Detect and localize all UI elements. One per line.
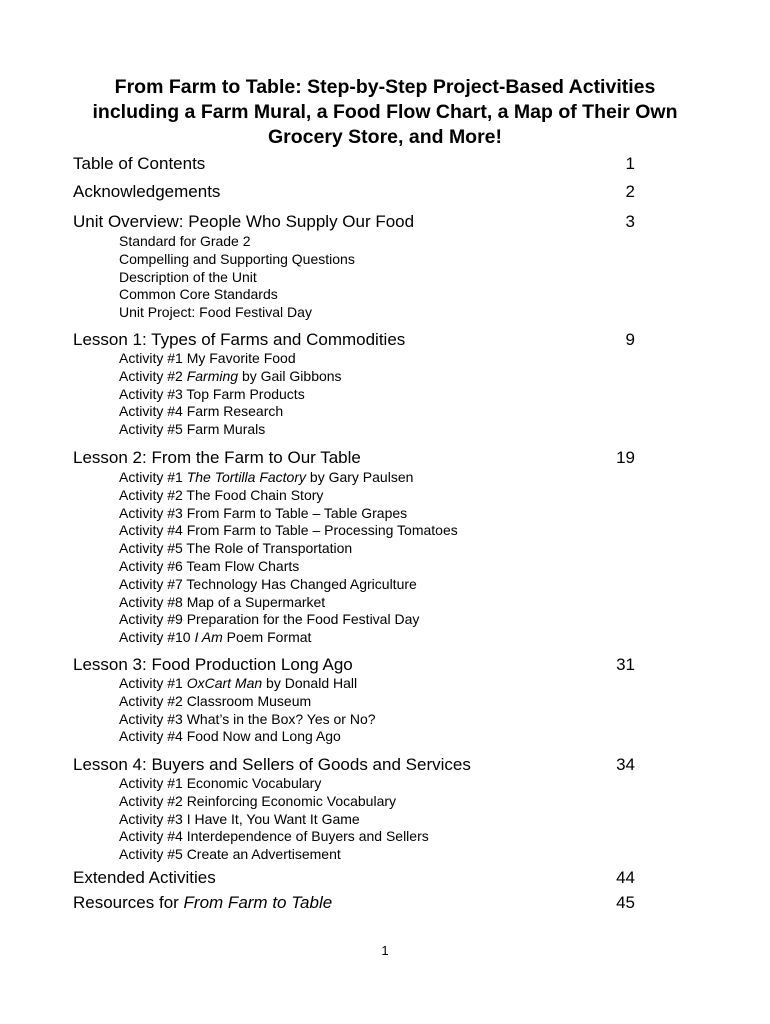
list-item: Activity #4 Interdependence of Buyers and Sellers [119, 828, 429, 845]
list-item: Activity #5 Create an Advertisement [119, 846, 341, 863]
list-item: Activity #3 What’s in the Box? Yes or No? [119, 710, 376, 727]
list-item: Activity #3 Top Farm Products [119, 385, 305, 402]
title-line: including a Farm Mural, a Food Flow Chart, a Map of Their Own [92, 101, 678, 123]
list-item: Activity #2 Reinforcing Economic Vocabulary [119, 792, 397, 809]
list-item: Activity #2 Farming by Gail Gibbons [119, 367, 342, 384]
page-number: 1 [381, 943, 389, 958]
toc-page-number: 1 [625, 154, 635, 173]
toc-page-number: 3 [625, 212, 635, 231]
list-item: Activity #4 From Farm to Table – Processing Tomatoes [119, 522, 458, 539]
list-item: Activity #1 OxCart Man by Donald Hall [119, 675, 358, 691]
toc-page-number: 9 [625, 330, 635, 349]
list-item: Activity #3 From Farm to Table – Table Grapes [119, 504, 408, 521]
toc-entry-label: Lesson 2: From the Farm to Our Table [73, 448, 361, 467]
list-item: Activity #10 I Am Poem Format [119, 629, 312, 646]
toc-entry-resources [73, 893, 643, 913]
list-item: Compelling and Supporting Questions [119, 250, 355, 267]
toc-entry-lesson-2 [73, 448, 643, 468]
toc-sublist-lesson-2 [119, 469, 458, 647]
toc-sublist-lesson-3 [119, 675, 376, 746]
list-item: Activity #7 Technology Has Changed Agriculture [119, 575, 417, 592]
list-item: Activity #4 Food Now and Long Ago [119, 728, 341, 745]
toc-page-number: 44 [616, 868, 635, 887]
list-item: Activity #9 Preparation for the Food Festival Day [119, 611, 420, 628]
list-item: Activity #8 Map of a Supermarket [119, 593, 326, 610]
toc-page-number: 34 [616, 755, 635, 774]
toc-entry-lesson-1 [73, 330, 643, 350]
list-item: Common Core Standards [119, 286, 278, 303]
toc-entry-extended-activities [73, 868, 643, 888]
list-item: Activity #5 The Role of Transportation [119, 540, 353, 557]
list-item: Standard for Grade 2 [119, 233, 251, 249]
toc-entry-label: Resources for From Farm to Table [73, 893, 333, 912]
toc-page-number: 19 [616, 448, 635, 467]
list-item: Description of the Unit [119, 268, 257, 285]
toc-entry-label: Acknowledgements [73, 182, 221, 201]
toc-entry-label: Unit Overview: People Who Supply Our Food [73, 212, 415, 231]
list-item: Activity #5 Farm Murals [119, 421, 266, 438]
list-item: Activity #3 I Have It, You Want It Game [119, 810, 360, 827]
list-item: Activity #2 The Food Chain Story [119, 486, 324, 503]
list-item: Unit Project: Food Festival Day [119, 304, 312, 321]
toc-page-number: 31 [616, 655, 635, 674]
toc-entry-label: Lesson 4: Buyers and Sellers of Goods and Services [73, 755, 471, 774]
list-item: Activity #1 Economic Vocabulary [119, 775, 322, 791]
list-item: Activity #2 Classroom Museum [119, 692, 312, 709]
title-line: Grocery Store, and More! [267, 126, 503, 148]
toc-entry-label: Extended Activities [73, 868, 216, 887]
list-item: Activity #6 Team Flow Charts [119, 557, 300, 574]
toc-page-number: 45 [616, 893, 635, 912]
toc-entry-lesson-3 [73, 655, 643, 675]
title-line: From Farm to Table: Step-by-Step Project-Based Activities [114, 76, 656, 98]
toc-entry-label: Table of Contents [73, 154, 206, 173]
document-title [60, 75, 710, 150]
toc-entry-lesson-4 [73, 755, 643, 775]
toc-sublist-lesson-1 [119, 350, 342, 439]
toc-entry-table-of-contents [73, 154, 643, 174]
toc-entry-label: Lesson 3: Food Production Long Ago [73, 655, 353, 674]
toc-page-number: 2 [625, 182, 635, 201]
list-item: Activity #1 My Favorite Food [119, 350, 296, 366]
toc-entry-unit-overview [73, 212, 643, 232]
toc-sublist-unit-overview [119, 233, 355, 322]
toc-entry-label: Lesson 1: Types of Farms and Commodities [73, 330, 406, 349]
list-item: Activity #1 The Tortilla Factory by Gary Paulsen [119, 469, 414, 485]
toc-sublist-lesson-4 [119, 775, 429, 864]
toc-entry-acknowledgements [73, 182, 643, 202]
list-item: Activity #4 Farm Research [119, 403, 284, 420]
